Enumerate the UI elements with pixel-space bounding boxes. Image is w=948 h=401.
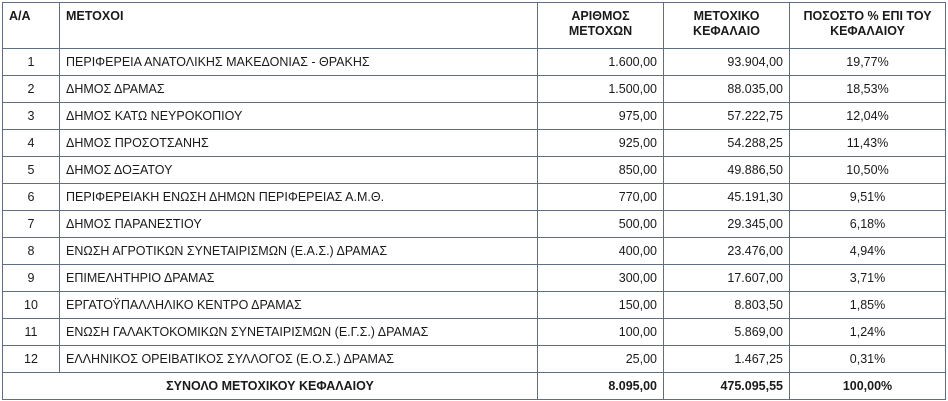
shareholder-name: ΔΗΜΟΣ ΚΑΤΩ ΝΕΥΡΟΚΟΠΙΟΥ bbox=[60, 103, 538, 130]
row-number: 5 bbox=[3, 157, 60, 184]
table-row bbox=[3, 130, 946, 157]
capital-percentage: 10,50% bbox=[790, 157, 946, 184]
capital-percentage: 6,18% bbox=[790, 211, 946, 238]
capital-percentage: 9,51% bbox=[790, 184, 946, 211]
shareholder-name: ΔΗΜΟΣ ΔΟΞΑΤΟΥ bbox=[60, 157, 538, 184]
share-count: 850,00 bbox=[538, 157, 664, 184]
share-count: 150,00 bbox=[538, 292, 664, 319]
table-row bbox=[3, 238, 946, 265]
shareholder-name: ΠΕΡΙΦΕΡΕΙΑ ΑΝΑΤΟΛΙΚΗΣ ΜΑΚΕΔΟΝΙΑΣ - ΘΡΑΚΗΣ bbox=[60, 49, 538, 76]
share-capital: 93.904,00 bbox=[664, 49, 790, 76]
share-capital: 23.476,00 bbox=[664, 238, 790, 265]
share-count: 1.600,00 bbox=[538, 49, 664, 76]
capital-percentage: 3,71% bbox=[790, 265, 946, 292]
shareholder-name: ΠΕΡΙΦΕΡΕΙΑΚΗ ΕΝΩΣΗ ΔΗΜΩΝ ΠΕΡΙΦΕΡΕΙΑΣ Α.Μ.Θ. bbox=[60, 184, 538, 211]
shareholder-name: ΕΛΛΗΝΙΚΟΣ ΟΡΕΙΒΑΤΙΚΟΣ ΣΥΛΛΟΓΟΣ (Ε.Ο.Σ.) ΔΡΑΜΑΣ bbox=[60, 346, 538, 373]
table-row bbox=[3, 346, 946, 373]
table-row bbox=[3, 319, 946, 346]
share-capital: 1.467,25 bbox=[664, 346, 790, 373]
share-count: 400,00 bbox=[538, 238, 664, 265]
table-row bbox=[3, 76, 946, 103]
row-number: 4 bbox=[3, 130, 60, 157]
total-share-capital: 475.095,55 bbox=[664, 373, 790, 400]
row-number: 3 bbox=[3, 103, 60, 130]
table-row bbox=[3, 292, 946, 319]
capital-percentage: 19,77% bbox=[790, 49, 946, 76]
row-number: 8 bbox=[3, 238, 60, 265]
capital-percentage: 0,31% bbox=[790, 346, 946, 373]
shareholder-name: ΕΝΩΣΗ ΑΓΡΟΤΙΚΩΝ ΣΥΝΕΤΑΙΡΙΣΜΩΝ (Ε.Α.Σ.) ΔΡΑΜΑΣ bbox=[60, 238, 538, 265]
header-share-count: ΑΡΙΘΜΟΣ ΜΕΤΟΧΩΝ bbox=[538, 3, 664, 49]
table-row bbox=[3, 184, 946, 211]
header-capital-percentage: ΠΟΣΟΣΤΟ % ΕΠΙ ΤΟΥ ΚΕΦΑΛΑΙΟΥ bbox=[790, 3, 946, 49]
share-capital: 57.222,75 bbox=[664, 103, 790, 130]
share-capital: 17.607,00 bbox=[664, 265, 790, 292]
shareholder-name: ΔΗΜΟΣ ΠΑΡΑΝΕΣΤΙΟΥ bbox=[60, 211, 538, 238]
share-count: 770,00 bbox=[538, 184, 664, 211]
total-percentage: 100,00% bbox=[790, 373, 946, 400]
shareholder-name: ΔΗΜΟΣ ΔΡΑΜΑΣ bbox=[60, 76, 538, 103]
share-capital: 45.191,30 bbox=[664, 184, 790, 211]
table-row bbox=[3, 157, 946, 184]
table-row bbox=[3, 211, 946, 238]
share-capital: 29.345,00 bbox=[664, 211, 790, 238]
capital-percentage: 1,85% bbox=[790, 292, 946, 319]
share-capital: 5.869,00 bbox=[664, 319, 790, 346]
share-count: 975,00 bbox=[538, 103, 664, 130]
row-number: 10 bbox=[3, 292, 60, 319]
header-shareholders: ΜΕΤΟΧΟΙ bbox=[60, 3, 538, 49]
row-number: 6 bbox=[3, 184, 60, 211]
header-share-capital: ΜΕΤΟΧΙΚΟ ΚΕΦΑΛΑΙΟ bbox=[664, 3, 790, 49]
row-number: 9 bbox=[3, 265, 60, 292]
table-row bbox=[3, 49, 946, 76]
capital-percentage: 18,53% bbox=[790, 76, 946, 103]
share-count: 300,00 bbox=[538, 265, 664, 292]
shareholder-name: ΕΝΩΣΗ ΓΑΛΑΚΤΟΚΟΜΙΚΩΝ ΣΥΝΕΤΑΙΡΙΣΜΩΝ (Ε.Γ.Σ.) ΔΡΑΜΑΣ bbox=[60, 319, 538, 346]
capital-percentage: 12,04% bbox=[790, 103, 946, 130]
header-aa: Α/Α bbox=[3, 3, 60, 49]
shareholder-name: ΔΗΜΟΣ ΠΡΟΣΟΤΣΑΝΗΣ bbox=[60, 130, 538, 157]
row-number: 11 bbox=[3, 319, 60, 346]
capital-percentage: 4,94% bbox=[790, 238, 946, 265]
share-count: 500,00 bbox=[538, 211, 664, 238]
table-row bbox=[3, 265, 946, 292]
share-capital: 88.035,00 bbox=[664, 76, 790, 103]
share-count: 25,00 bbox=[538, 346, 664, 373]
share-count: 925,00 bbox=[538, 130, 664, 157]
shareholder-name: ΕΠΙΜΕΛΗΤΗΡΙΟ ΔΡΑΜΑΣ bbox=[60, 265, 538, 292]
share-count: 1.500,00 bbox=[538, 76, 664, 103]
shareholder-name: ΕΡΓΑΤΟΫΠΑΛΛΗΛΙΚΟ ΚΕΝΤΡΟ ΔΡΑΜΑΣ bbox=[60, 292, 538, 319]
shareholders-table bbox=[2, 2, 946, 400]
share-capital: 54.288,25 bbox=[664, 130, 790, 157]
total-row bbox=[3, 373, 946, 400]
share-capital: 49.886,50 bbox=[664, 157, 790, 184]
table-header-row bbox=[3, 3, 946, 49]
row-number: 2 bbox=[3, 76, 60, 103]
row-number: 7 bbox=[3, 211, 60, 238]
total-label: ΣΥΝΟΛΟ ΜΕΤΟΧΙΚΟΥ ΚΕΦΑΛΑΙΟΥ bbox=[3, 373, 538, 400]
table-body bbox=[3, 49, 946, 373]
table-row bbox=[3, 103, 946, 130]
share-capital: 8.803,50 bbox=[664, 292, 790, 319]
row-number: 12 bbox=[3, 346, 60, 373]
capital-percentage: 1,24% bbox=[790, 319, 946, 346]
share-count: 100,00 bbox=[538, 319, 664, 346]
total-share-count: 8.095,00 bbox=[538, 373, 664, 400]
row-number: 1 bbox=[3, 49, 60, 76]
capital-percentage: 11,43% bbox=[790, 130, 946, 157]
